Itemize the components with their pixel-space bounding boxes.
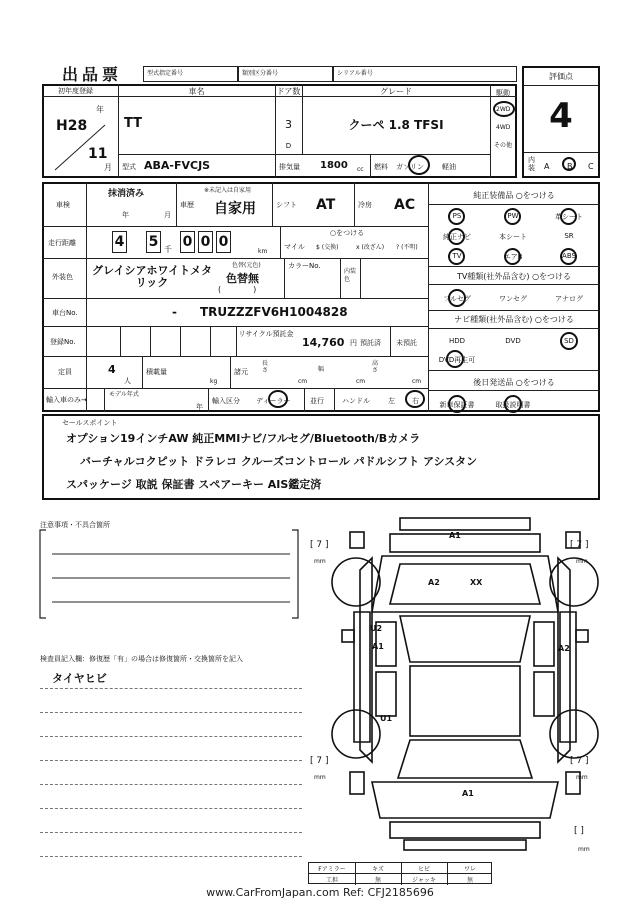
bracket-open: [ — [570, 540, 574, 550]
model-value: ABA-FVCJS — [144, 159, 211, 172]
notes-label: 注意事項・不具合箇所 — [40, 521, 110, 529]
import-type-value: ディーラー — [256, 397, 291, 405]
mileage-digit-4: 0 — [198, 231, 213, 253]
history-label: 車歴 — [180, 201, 194, 209]
equip-ps: PS — [452, 212, 462, 220]
tv-fullseg: フルセグ — [443, 295, 471, 303]
date-slash — [50, 120, 110, 175]
meter-option-tampered: x (改ざん) — [356, 244, 385, 251]
fuel-gasoline-circle — [408, 155, 430, 175]
bracket-close: ] — [585, 540, 589, 550]
tire-depth: 7 — [316, 540, 323, 550]
tire-front-right — [570, 540, 589, 550]
equip-tv-circle — [448, 248, 465, 265]
meter-option-replaced: $ (交換) — [316, 244, 339, 251]
bracket-open: [ — [310, 756, 314, 766]
tire-depth: 7 — [576, 540, 583, 550]
equip-seat: 本シート — [499, 233, 527, 241]
damage-mark-left-door-a1: A1 — [372, 642, 384, 651]
tire-unit: mm — [314, 774, 326, 781]
mileage-digit-3: 0 — [180, 231, 195, 253]
model-year-unit: 年 — [196, 403, 203, 411]
legend-box — [308, 862, 492, 884]
car-name-label: 車名 — [188, 87, 205, 96]
docs-warranty: 新車保証書 — [439, 401, 475, 409]
note-line — [40, 688, 302, 689]
mileage-digit-1: 4 — [112, 231, 127, 253]
bracket-close: ] — [325, 756, 329, 766]
drive-2wd-circle — [493, 101, 515, 117]
inspection-label: 車検 — [56, 201, 70, 209]
capacity-value: 4 — [108, 363, 116, 376]
note-line — [40, 760, 302, 761]
inspection-value: 抹消済み — [108, 189, 145, 199]
mile-label: マイル — [284, 243, 305, 251]
doors-value: 3 — [285, 118, 292, 131]
handle-left: 左 — [388, 397, 395, 405]
tire-rear-right — [570, 756, 589, 766]
parallel-label: 並行 — [310, 397, 324, 405]
equip-airbag: エアB — [503, 253, 523, 261]
genuine-equipment-title: 純正装備品 ○をつける — [473, 191, 555, 200]
damage-mark-rear-bumper: A1 — [462, 789, 474, 798]
car-damage-diagram — [320, 512, 610, 852]
nav-sd-circle — [560, 332, 578, 350]
sales-points-label: セールスポイント — [62, 419, 118, 427]
inspector-note-label: 検査員記入欄：修復歴「有」の場合は修復箇所・交換箇所を記入 — [40, 655, 243, 663]
equip-airbag-circle — [504, 248, 521, 265]
sales-point-line-2: バーチャルコクピット ドラレコ クルーズコントロール パドルシフト アシスタン — [80, 455, 478, 468]
type-designation-label: 型式指定番号 — [147, 70, 184, 77]
score-box — [522, 66, 600, 178]
nav-dvd: DVD — [505, 337, 521, 345]
tv-oneseg: ワンセグ — [499, 295, 527, 303]
note-line — [40, 736, 302, 737]
vin-dash: - — [172, 305, 177, 319]
legend-header-2: キズ — [372, 866, 384, 873]
category-number-label: 類別区分番号 — [242, 70, 279, 77]
equip-leather-circle — [560, 208, 577, 225]
capacity-unit: 人 — [124, 377, 131, 385]
mileage-digit-2: 5 — [146, 231, 161, 253]
tire-depth: 7 — [576, 756, 583, 766]
interior-option-a: A — [544, 162, 550, 171]
interior-color-label: 内装色 — [344, 268, 357, 283]
equip-abs: ABS — [562, 252, 576, 260]
reg-number-label: 登録No. — [50, 338, 76, 346]
usage-note: ※未記入は自家用 — [204, 187, 252, 194]
inspector-note: タイヤヒビ — [52, 672, 107, 685]
tire-rear-left — [310, 756, 329, 766]
equip-pw-circle — [504, 208, 521, 225]
displacement-unit: cc — [357, 166, 364, 173]
equip-navi-circle — [448, 228, 465, 245]
dimensions-label: 諸元 — [234, 368, 248, 376]
damage-mark-right-side: A2 — [558, 644, 570, 653]
fuel-value: ガソリン — [396, 163, 424, 171]
recycle-label: リサイクル預託金 — [238, 330, 294, 338]
tire-unit: mm — [576, 558, 588, 565]
note-line — [40, 832, 302, 833]
equip-sr: SR — [564, 232, 574, 240]
grade-label: グレード — [380, 87, 412, 96]
damage-mark-hood-xx: XX — [470, 578, 483, 587]
bracket-close: ] — [585, 756, 589, 766]
km-unit: km — [258, 248, 268, 255]
tire-unit: mm — [578, 846, 590, 853]
handle-right: 右 — [412, 397, 419, 405]
legend-header-4: ワレ — [463, 866, 476, 873]
height-label: 高さ — [372, 360, 379, 374]
displacement-value: 1800 — [320, 160, 348, 171]
bracket-open: [ — [570, 756, 574, 766]
damage-mark-rear-left: U1 — [380, 714, 393, 723]
legend-value-3: ジャッキ — [412, 877, 436, 884]
drive-4wd: 4WD — [496, 124, 511, 131]
length-unit: cm — [298, 378, 308, 385]
color-number-label: カラーNo. — [288, 262, 321, 270]
docs-manual: 取扱説明書 — [495, 401, 531, 409]
score-value: 4 — [549, 96, 573, 136]
load-label: 積載量 — [146, 368, 167, 376]
nav-sd: SD — [564, 337, 574, 345]
grade-value: クーペ 1.8 TFSI — [348, 118, 444, 132]
inspection-month: 月 — [164, 211, 171, 219]
note-line — [40, 808, 302, 809]
docs-title: 後日発送品 ○をつける — [473, 378, 555, 387]
bracket-close: ] — [325, 540, 329, 550]
ac-label: 冷房 — [358, 201, 372, 209]
mileage-digit-5: 0 — [216, 231, 231, 253]
repaint-label: 色替(元色) — [232, 262, 261, 269]
mileage-thousand-sep: 千 — [164, 245, 172, 254]
docs-warranty-circle — [448, 395, 466, 413]
legend-value-2: 無 — [374, 877, 381, 884]
bracket-open: [ — [310, 540, 314, 550]
legend-value-1: 工担 — [325, 877, 338, 884]
note-line — [40, 856, 302, 857]
nav-dvd-play-circle — [446, 350, 464, 368]
registration-month: 11 — [88, 146, 108, 162]
recycle-unpaid: 未預託 — [396, 339, 417, 347]
form-title: 出品票 — [62, 65, 123, 84]
width-label: 幅 — [318, 366, 325, 373]
length-label: 長さ — [262, 360, 269, 374]
equip-pw: PW — [507, 212, 519, 220]
doors-label: ドア数 — [276, 87, 301, 96]
first-registration-label: 初年度登録 — [58, 87, 93, 95]
interior-option-b: B — [567, 162, 573, 171]
nav-type-title: ナビ種類(社外品含む) ○をつける — [454, 315, 574, 324]
ac-value: AC — [394, 197, 416, 213]
equip-abs-circle — [560, 248, 577, 265]
note-line — [40, 712, 302, 713]
footer-watermark: www.CarFromJapan.com Ref: CFJ2185696 — [206, 886, 434, 899]
equip-leather: 革シート — [555, 213, 583, 221]
mileage-label: 走行距離 — [48, 239, 76, 247]
legend-value-4: 無 — [466, 877, 473, 884]
legend-header-3: ヒビ — [417, 866, 430, 873]
interior-b-circle — [562, 157, 576, 171]
score-label: 評価点 — [549, 72, 573, 81]
interior-option-c: C — [588, 162, 594, 171]
doors-sub: D — [285, 142, 292, 150]
bracket-close: ] — [580, 826, 584, 836]
handle-right-circle — [405, 390, 425, 408]
bracket-open: [ — [574, 826, 578, 836]
meter-circle-hint: ○をつける — [330, 229, 365, 237]
load-unit: kg — [210, 378, 218, 385]
capacity-label: 定員 — [58, 368, 72, 376]
sales-point-line-3: スパッケージ 取説 保証書 スペアーキー AIS鑑定済 — [66, 478, 322, 491]
vin-label: 車台No. — [52, 309, 78, 317]
damage-mark-left-door-u2: U2 — [370, 624, 383, 633]
recycle-unit: 円 — [350, 339, 357, 347]
model-label: 型式 — [122, 163, 136, 171]
diesel-label: 軽油 — [442, 163, 456, 171]
month-unit: 月 — [104, 163, 112, 172]
recycle-status: 預託済 — [360, 339, 381, 347]
shift-value: AT — [316, 197, 336, 213]
damage-mark-front-bumper: A1 — [449, 531, 461, 540]
history-value: 自家用 — [214, 201, 256, 217]
type-designation-box — [143, 66, 238, 82]
drive-label: 駆動 — [496, 89, 510, 97]
notes-frame — [38, 528, 300, 620]
vin-value: TRUZZZFV6H1004828 — [200, 305, 348, 319]
import-type-label: 輸入区分 — [212, 397, 240, 405]
displacement-label: 排気量 — [279, 163, 300, 171]
exterior-label: 外装色 — [52, 273, 73, 281]
tv-type-title: TV種類(社外品含む) ○をつける — [456, 272, 572, 281]
docs-manual-circle — [504, 395, 522, 413]
inspection-year: 年 — [122, 211, 129, 219]
note-line — [40, 784, 302, 785]
handle-label: ハンドル — [342, 397, 370, 405]
shift-label: シフト — [276, 201, 297, 209]
equip-navi: 純正ナビ — [443, 233, 471, 241]
width-unit: cm — [356, 378, 366, 385]
tv-analog: アナログ — [555, 295, 583, 303]
tv-fullseg-circle — [448, 289, 466, 307]
repaint-paren: ( ) — [218, 285, 257, 294]
tire-front-left — [310, 540, 329, 550]
equip-tv: TV — [452, 252, 462, 260]
sales-point-line-1: オプション19インチAW 純正MMIナビ/フルセグ/Bluetooth/Bカメラ — [66, 432, 421, 445]
import-dealer-circle — [268, 390, 288, 408]
model-year-label: モデル年式 — [109, 391, 139, 398]
serial-number-box — [333, 66, 517, 82]
drive-other: その他 — [494, 142, 513, 149]
tire-unit: mm — [314, 558, 326, 565]
import-only-label: 輸入車のみ→ — [46, 396, 87, 404]
recycle-amount: 14,760 — [302, 336, 345, 349]
category-number-box — [238, 66, 333, 82]
nav-hdd: HDD — [448, 337, 466, 345]
repaint-value: 色替無 — [226, 272, 259, 285]
drive-2wd: 2WD — [496, 106, 511, 113]
year-unit: 年 — [96, 105, 104, 114]
serial-number-label: シリアル番号 — [337, 70, 373, 77]
car-name: TT — [124, 116, 143, 131]
legend-header-1: Fアミラー — [318, 866, 346, 873]
meter-option-unknown: ? (不明) — [396, 244, 418, 251]
damage-mark-hood: A2 — [428, 578, 440, 587]
height-unit: cm — [412, 378, 422, 385]
nav-dvd-play: DVD再生可 — [438, 356, 476, 364]
equip-ps-circle — [448, 208, 465, 225]
interior-label: 内装 — [528, 156, 535, 172]
tire-spare — [574, 826, 584, 836]
registration-era: H28 — [56, 118, 88, 134]
exterior-value: グレイシアホワイトメタリック — [92, 264, 213, 289]
tire-unit: mm — [576, 774, 588, 781]
fuel-label: 燃料 — [374, 163, 388, 171]
tire-depth: 7 — [316, 756, 323, 766]
